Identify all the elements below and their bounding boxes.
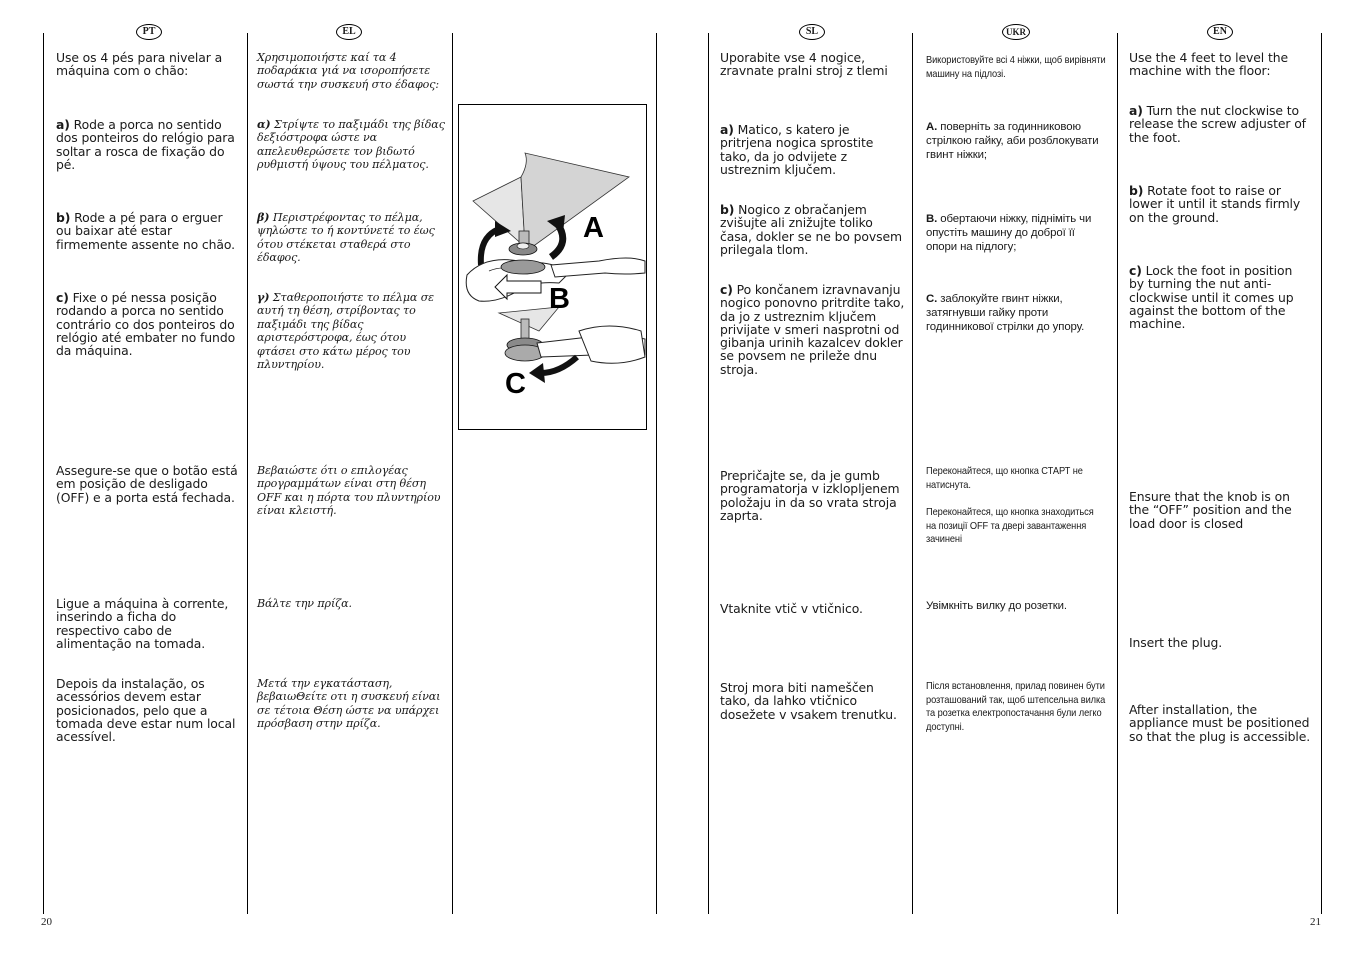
figure-label-b: B xyxy=(549,283,570,315)
en-level-text: Use the 4 feet to level the machine with the floor: xyxy=(1129,50,1289,79)
language-badge-pt: PT xyxy=(136,24,162,40)
language-badge-en: EN xyxy=(1207,24,1233,40)
uk-start-text: Переконайтеся, що кнопка СТАРТ не натиснута. xyxy=(926,466,1083,491)
column-rule xyxy=(1117,33,1118,914)
step-text: Rode a pé para o erguer ou baixar até estar firmemente assente no chão. xyxy=(56,210,235,252)
language-badge-sl: SL xyxy=(799,24,825,40)
step-text: Στρίψτε το παξιμάδι της βίδας δεξιόστροφα ώστε να απελευθερώσετε τον βιδωτό ρυθμιστή ύψους του πέλματος. xyxy=(257,118,445,172)
sl-step-b xyxy=(720,203,905,256)
uk-step-c xyxy=(926,292,1108,334)
step-text: Σταθεροποιήστε το πέλμα σε αυτή τη θέση, στρίβοντας το παξιμάδι της βίδας αριστερόστροφα, έως ότου φτάσει στο κάτω μέρος του πλυντηρίου. xyxy=(257,291,435,372)
step-key: a) xyxy=(1129,103,1143,118)
el-step-c xyxy=(257,291,445,371)
figure-label-c: C xyxy=(505,368,526,400)
column-rule xyxy=(247,33,248,914)
pt-access-text: Depois da instalação, os acessórios devem estar posicionados, pelo que a tomada deve estar num local acessível. xyxy=(56,676,236,745)
pt-level-text: Use os 4 pés para nivelar a máquina com o chão: xyxy=(56,50,223,79)
el-access-text: Μετά την εγκατάσταση, βεβαιωΘείτε οτι η συσκευή είναι σε τέτοια Θέση ώστε να υπάρχει πρόσβαση στην πρίζα. xyxy=(257,677,441,731)
sl-plug-text: Vtaknite vtič v vtičnico. xyxy=(720,601,863,616)
en-step-a xyxy=(1129,104,1311,144)
uk-off-text: Переконайтеся, що кнопка знаходиться на позиції OFF та двері завантаження зачинені xyxy=(926,507,1094,545)
column-rule xyxy=(43,33,44,914)
step-text: обертаючи ніжку, підніміть чи опустіть машину до доброї її опори на підлогу; xyxy=(926,213,1092,253)
en-step-c xyxy=(1129,264,1311,330)
uk-plug-text: Увімкніть вилку до розетки. xyxy=(926,600,1067,612)
el-step-b xyxy=(257,211,445,265)
language-badge-el: EL xyxy=(336,24,362,40)
uk-access-text: Після встановлення, прилад повинен бути розташований так, щоб штепсельна вилка та розетка електропостачання були легко доступні. xyxy=(926,681,1106,733)
step-text: Περιστρέφοντας το πέλμα, ψηλώστε το ή κοντύνετέ το έως ότου στέκεται σταθερά στο έδαφος. xyxy=(257,211,435,265)
illustration-svg xyxy=(459,105,647,430)
step-key: A. xyxy=(926,121,938,133)
uk-step-b xyxy=(926,212,1108,254)
step-text: Nogico z obračanjem zvišujte ali znižujte toliko časa, dokler se ne bo povsem prilegala tlom. xyxy=(720,202,902,257)
step-key: c) xyxy=(56,290,69,305)
en-plug-text: Insert the plug. xyxy=(1129,635,1223,650)
step-key: b) xyxy=(1129,183,1144,198)
step-text: Matico, s katero je pritrjena nogica sprostite tako, da jo odvijete z ustreznim ključem. xyxy=(720,122,874,177)
uk-step-a xyxy=(926,120,1108,162)
page-number-right: 21 xyxy=(1310,916,1321,928)
step-key: a) xyxy=(56,117,70,132)
step-key: c) xyxy=(720,282,733,297)
step-key: γ) xyxy=(257,291,270,304)
pt-step-b xyxy=(56,211,238,251)
step-text: Lock the foot in position by turning the nut anti-clockwise until it comes up against the bottom of the machine. xyxy=(1129,263,1294,332)
step-text: поверніть за годинниковою стрілкою гайку, аби розблокувати гвинт ніжки; xyxy=(926,121,1099,161)
step-text: Turn the nut clockwise to release the screw adjuster of the foot. xyxy=(1129,103,1306,145)
step-key: C. xyxy=(926,293,938,305)
step-key: α) xyxy=(257,118,271,131)
sl-step-c xyxy=(720,283,905,376)
column-rule xyxy=(656,33,657,914)
en-knob-text: Ensure that the knob is on the “OFF” position and the load door is closed xyxy=(1129,489,1292,531)
column-rule xyxy=(452,33,453,914)
en-step-b xyxy=(1129,184,1311,224)
language-badge-uk: UKR xyxy=(1002,24,1030,40)
step-key: a) xyxy=(720,122,734,137)
step-text: заблокуйте гвинт ніжки, затягнувши гайку проти годинникової стрілки до упору. xyxy=(926,293,1085,333)
sl-access-text: Stroj mora biti nameščen tako, da lahko vtičnico dosežete v vsakem trenutku. xyxy=(720,680,897,722)
pt-step-a xyxy=(56,118,238,171)
en-access-text: After installation, the appliance must be positioned so that the plug is accessible. xyxy=(1129,702,1311,744)
step-text: Rotate foot to raise or lower it until it stands firmly on the ground. xyxy=(1129,183,1301,225)
sl-level-text: Uporabite vse 4 nogice, zravnate pralni stroj z tlemi xyxy=(720,50,888,79)
step-text: Rode a porca no sentido dos ponteiros do relógio para soltar a rosca de fixação do pé. xyxy=(56,117,235,172)
pt-plug-text: Ligue a máquina à corrente, inserindo a ficha do respectivo cabo de alimentação na tomada. xyxy=(56,596,229,651)
foot-adjustment-illustration xyxy=(458,104,647,430)
el-plug-text: Βάλτε την πρίζα. xyxy=(257,597,352,610)
figure-label-a: A xyxy=(583,212,604,244)
column-rule xyxy=(912,33,913,914)
pt-knob-text: Assegure-se que o botão está em posição de desligado (OFF) e a porta está fechada. xyxy=(56,463,238,505)
column-rule xyxy=(708,33,709,914)
uk-level-text: Використовуйте всі 4 ніжки, щоб вирівняти машину на підлозі. xyxy=(926,55,1106,80)
step-key: B. xyxy=(926,213,938,225)
column-rule xyxy=(1321,33,1322,914)
el-knob-text: Βεβαιώστε ότι ο επιλογέας προγραμμάτων είναι στη θέση OFF και η πόρτα του πλυντηρίου είναι κλειστή. xyxy=(257,464,441,518)
page-number-left: 20 xyxy=(41,916,52,928)
pt-step-c xyxy=(56,291,238,357)
step-key: b) xyxy=(56,210,71,225)
step-key: c) xyxy=(1129,263,1142,278)
el-level-text: Χρησιμοποιήστε καί τα 4 ποδαράκια γιά να ισοροπήσετε σωστά την συσκευή στο έδαφος: xyxy=(257,51,439,91)
el-step-a xyxy=(257,118,445,172)
step-key: β) xyxy=(257,211,270,224)
step-text: Po končanem izravnavanju nogico ponovno pritrdite tako, da jo z ustreznim ključem privijate v smeri nasprotni od gibanja urinih kazalcev dokler se povsem ne prileže dnu stroja. xyxy=(720,282,905,377)
sl-knob-text: Prepričajte se, da je gumb programatorja v izklopljenem položaju in da so vrata stroja zaprta. xyxy=(720,468,900,523)
sl-step-a xyxy=(720,123,905,176)
step-text: Fixe o pé nessa posição rodando a porca no sentido contrário co dos ponteiros do relógio até embater no fundo da máquina. xyxy=(56,290,236,359)
step-key: b) xyxy=(720,202,735,217)
